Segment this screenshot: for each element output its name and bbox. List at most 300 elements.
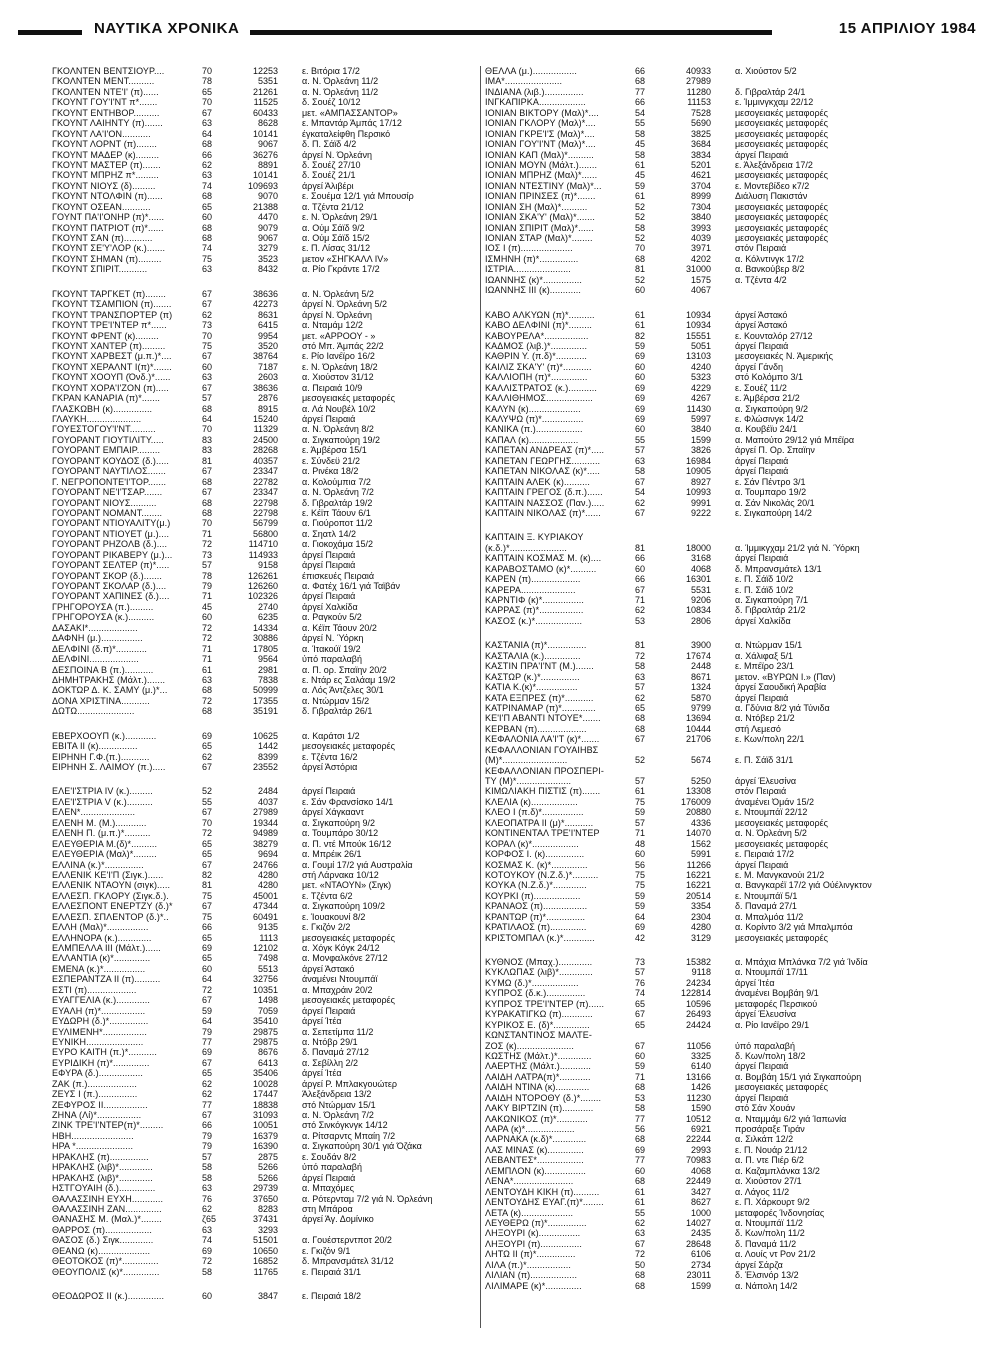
build-year: 52 (202, 786, 213, 797)
ship-row (485, 435, 955, 445)
position: α. Ν. Όρλεάνη 7/2 (302, 1110, 374, 1120)
position: άργεί Πειραιά (735, 455, 789, 466)
position: άργεί Πειραιά (302, 786, 356, 797)
position: α. Ίμμικγχαμ 21/2 γιά Ν. Ύόρκη (735, 542, 860, 553)
position: α. Σιλκάπ 12/2 (735, 1134, 794, 1145)
tonnage: 11266 (686, 859, 711, 870)
ship-name: ΚΟΝΤΙΝΕΝΤΑΛ ΤΡΕ'Ι'ΝΤΕΡ (485, 828, 600, 839)
position: ε. Άμβέρσα 15/1 (302, 445, 367, 456)
ship-row (52, 571, 522, 581)
position: α. Π. ορ. Σπαϊην 20/2 (302, 664, 387, 675)
ship-row (52, 331, 522, 341)
ship-name: ΚΑΤΑ ΕΞΠΡΕΣ (π)*........... (485, 692, 594, 703)
ship-row (52, 1016, 522, 1026)
position: Άλεξάνδρεια 13/2 (302, 1089, 372, 1100)
ship-name: ΚΕ'Ι'Π ΑΒΑΝΤΙ ΝΤΟΥΕ*....... (485, 713, 601, 724)
ship-row (52, 404, 522, 414)
ship-row (485, 605, 955, 615)
position: α. Ν. Όρλεάνη 11/2 (302, 86, 379, 97)
position: ε. Ρίο Ιανέϊρο 16/2 (302, 351, 375, 362)
ship-row (52, 1100, 522, 1110)
ship-name: ΘΑΛΑΣΣΙΝΗ ΕΥΧΗ............ (52, 1193, 164, 1204)
ship-list-block (485, 640, 955, 943)
tonnage: 9067 (257, 139, 278, 150)
tonnage: 3427 (690, 1186, 711, 1197)
ship-row (485, 661, 955, 671)
ship-row (485, 404, 955, 414)
ship-name: ΙΣΜΗΝΗ (π)*............... (485, 253, 579, 264)
position: μετ. «ΑΜΠΑΣΣΑΝΤΟΡ» (302, 107, 398, 118)
build-year: 70 (202, 66, 213, 76)
ship-row (485, 1134, 955, 1144)
tonnage: 9222 (690, 507, 711, 518)
ship-row (52, 995, 522, 1005)
build-year: 57 (635, 817, 646, 828)
build-year: 54 (635, 107, 646, 118)
ship-name: ΚΑΣΤΑΝΙΑ (π)*............... (485, 640, 587, 651)
ship-row (52, 891, 522, 901)
ship-row (485, 1239, 955, 1249)
tonnage: 10141 (252, 170, 278, 181)
ship-name: ΕΛΛΗΝΟΡΑ (κ.)............. (52, 932, 152, 943)
build-year: 57 (202, 1151, 213, 1162)
ship-name: ΕΛΛΑΝΤΙΑ (κ)*.............. (52, 953, 151, 964)
ship-row (52, 139, 522, 149)
ship-row (485, 1124, 955, 1134)
position: στό Σινκόγκνγκ 14/12 (302, 1120, 388, 1131)
position: α. Ρίο Γκράντε 17/2 (302, 264, 380, 275)
tonnage: 4470 (257, 212, 278, 223)
ship-name: ΙΟΝΙΑΝ ΓΚΛΟΡΥ (Μαλ)*.... (485, 118, 596, 129)
build-year: 62 (635, 605, 646, 616)
tonnage: 10650 (252, 1245, 278, 1256)
tonnage: 2740 (257, 601, 278, 612)
position: α. Μονφαλκόνε 27/12 (302, 953, 388, 964)
ship-row (52, 849, 522, 859)
ship-row (485, 797, 955, 807)
build-year: 68 (202, 191, 213, 202)
build-year: 62 (635, 692, 646, 703)
build-year: 68 (202, 706, 213, 717)
build-year: 69 (635, 414, 646, 424)
position: α. Σιγκαπούρη 7/1 (735, 595, 809, 605)
position: α. Μπαλμόα 11/2 (735, 911, 804, 922)
position: ε. Π. Σάϊδ 31/1 (735, 755, 794, 766)
ship-name: ΚΥΜΩ (δ.)*.................. (485, 977, 579, 988)
tonnage: 9954 (257, 330, 278, 341)
ship-name: ΕΛΛΕΣΠ. ΣΠΛΕΝΤΟΡ (δ.)*.. (52, 911, 169, 922)
ship-name: ΚΥΘΝΟΣ (Μπαχ.)............. (485, 957, 593, 967)
build-year: 55 (635, 1207, 646, 1218)
build-year: 73 (635, 957, 646, 967)
build-year: 72 (202, 539, 213, 550)
tonnage: 2806 (690, 615, 711, 626)
tonnage: 6140 (690, 1061, 711, 1072)
tonnage: 6235 (257, 612, 278, 623)
position: ε. Σουδάν 8/2 (302, 1151, 357, 1162)
ship-name: ΙΜΑ*...................... (485, 76, 563, 87)
tonnage: 24234 (685, 977, 711, 988)
ship-name: ΓΚΟΥΝΤ ΛΟΡΝΤ (π)........ (52, 139, 158, 150)
position: α. Ν. Όρλεάνη 11/2 (302, 76, 379, 87)
position: δ. Έλσινόρ 13/2 (735, 1270, 799, 1281)
build-year: 61 (635, 320, 646, 331)
build-year: 66 (635, 97, 646, 108)
ship-row (485, 870, 955, 880)
build-year: 57 (635, 445, 646, 456)
ship-name: ΚΥΠΡΟΣ ΤΡΕ'Ι'ΝΤΕΡ (π)...... (485, 998, 605, 1009)
ship-row (52, 108, 522, 118)
tonnage: 2484 (257, 786, 278, 797)
build-year: 63 (202, 674, 213, 685)
tonnage: 2603 (257, 372, 278, 383)
ship-name: ΕΛΛΕΝΙΚ ΝΤΑΟΥΝ (σιγκ)..... (52, 880, 171, 891)
tonnage: 8915 (257, 403, 278, 414)
ship-name: ΖΟΣ (κ)...................... (485, 1040, 574, 1051)
ship-row (485, 978, 955, 988)
tonnage: 16852 (252, 1256, 278, 1267)
ship-name: ΚΑΣΤΑΛΙΑ (κ.).............. (485, 650, 581, 661)
ship-row (485, 967, 955, 977)
ship-name: ΕΜΕΝΑ (κ.)*................ (52, 963, 146, 974)
ship-row (52, 456, 522, 466)
ship-row (485, 191, 955, 201)
tonnage: 24500 (252, 434, 278, 445)
ship-name: ΓΚΟΥΝΤ ΣΕ'Υ'ΛΟΡ (κ.)....... (52, 243, 166, 254)
tonnage: 1498 (257, 995, 278, 1006)
tonnage: 6921 (690, 1124, 711, 1134)
position: α. Ν. Όρλεάνη 7/2 (302, 487, 374, 498)
position: άργεί Πειραιά (735, 149, 789, 160)
tonnage: 22798 (252, 497, 278, 508)
ship-row (52, 752, 522, 762)
position: α. Ν. Όρλεάνη 8/2 (302, 424, 374, 435)
position: άργεί Πειραιά (735, 692, 789, 703)
build-year: 74 (202, 1235, 213, 1246)
tonnage: 11765 (253, 1266, 278, 1277)
build-year: 60 (635, 849, 646, 860)
position: α. Λός Άντζελες 30/1 (302, 685, 384, 696)
tonnage: 35406 (252, 1068, 278, 1079)
position: α. Μπαχράιν 20/2 (302, 984, 373, 995)
ship-name: ΗΡΑΚΛΗΣ (π)............... (52, 1151, 149, 1162)
tonnage: 15240 (252, 414, 278, 424)
build-year: 56 (635, 859, 646, 870)
ship-name: ΚΑΡΝΤΙΦ (κ)*................ (485, 595, 584, 605)
position: άργεί Έλευσίνα (735, 1009, 797, 1020)
tonnage: 30886 (252, 633, 278, 644)
ship-name: ΓΚΟΥΝΤ ΧΟΟΥΠ (Όνδ.)*...... (52, 372, 171, 383)
ship-row (485, 532, 955, 542)
ship-name: ΚΑΝΙΚΑ (π.).................. (485, 424, 583, 435)
ship-row (485, 466, 955, 476)
ship-row (52, 880, 522, 890)
tonnage: 16390 (252, 1141, 278, 1152)
position: στό Ντώρμαν 15/1 (302, 1099, 376, 1110)
position: α. Σάν Νικολάς 20/1 (735, 497, 815, 508)
position: δ. Σουέζ 27/10 (302, 159, 361, 170)
tonnage: 3279 (257, 243, 278, 254)
build-year: 68 (202, 139, 213, 150)
build-year: 62 (202, 1078, 213, 1089)
ship-name: ΕΛΕΝΗ Π. (μ.π.)*.......... (52, 828, 151, 839)
position: άργεί Π. Ορ. Σπαϊην (735, 445, 815, 456)
tonnage: 4037 (257, 796, 278, 807)
ship-name: ΚΑΤΡΙΝΑΜΑΡ (π)*............. (485, 702, 596, 713)
build-year: 71 (635, 1071, 646, 1082)
position: α. Γουέστερντποτ 20/2 (302, 1235, 392, 1246)
position: α. Π. ντέ Μπούκ 16/12 (302, 838, 392, 849)
ship-row (52, 1152, 522, 1162)
ship-row (52, 797, 522, 807)
build-year: 61 (635, 309, 646, 320)
ship-row (485, 1281, 955, 1291)
ship-name: ΗΒΗ........................ (52, 1130, 134, 1141)
ship-row (485, 585, 955, 595)
page-header (18, 18, 982, 44)
tonnage: 13308 (685, 786, 711, 797)
ship-name: ΚΟΥΡΚΙ (π).................. (485, 890, 581, 901)
build-year: 65 (635, 998, 646, 1009)
build-year: 70 (202, 97, 213, 108)
tonnage: 4621 (690, 170, 711, 181)
build-year: 61 (635, 1186, 646, 1197)
build-year: 68 (635, 1270, 646, 1281)
ship-row (52, 786, 522, 796)
build-year: 66 (635, 66, 646, 76)
tonnage: 19344 (252, 817, 278, 828)
ship-row (485, 508, 955, 518)
ship-name: ΕΛΕΥΘΕΡΙΑ Μ.(δ)*.......... (52, 838, 158, 849)
position: άργεί Χαλκίδα (735, 615, 791, 626)
ship-name: ΗΣΤΓΟΥΑΙΗ (δ.).............. (52, 1183, 156, 1194)
tonnage: 12253 (252, 66, 278, 76)
build-year: 58 (202, 1266, 213, 1277)
position: α. Βανκούβερ 8/2 (735, 264, 805, 275)
tonnage: 9118 (691, 967, 711, 978)
ship-name: ΛΕΝΤΟΥΔΗΣ ΕΥΑΓ.(π)*........ (485, 1197, 604, 1208)
tonnage: 16301 (685, 574, 711, 585)
ship-row (485, 424, 955, 434)
ship-row (52, 320, 522, 330)
ship-row (485, 108, 955, 118)
position: δ. Γιβραλτάρ 21/2 (735, 605, 806, 616)
build-year: 65 (202, 1068, 213, 1079)
ship-name: ΙΟΝΙΑΝ ΜΠΡΗΖ (Μαλ)*...... (485, 170, 598, 181)
ship-row (52, 1162, 522, 1172)
position: α. Γιοκοχάμα 15/2 (302, 539, 374, 550)
tonnage: 29875 (252, 1036, 278, 1047)
ship-row (485, 1145, 955, 1155)
tonnage: 40933 (685, 66, 711, 76)
position: μετον «ΣΗΓΚΑΛΛ IV» (302, 253, 389, 264)
ship-name: ΖΕΥΣ Ι (π.)............... (52, 1089, 138, 1100)
tonnage: 4280 (690, 922, 711, 933)
build-year: 65 (202, 838, 213, 849)
ship-row (52, 1246, 522, 1256)
position: μεσογειακές μεταφορές (302, 393, 395, 404)
tonnage: 56800 (252, 528, 278, 539)
ship-name: ΚΑΔΜΟΣ (λιβ.)*.............. (485, 340, 588, 351)
ship-row (52, 912, 522, 922)
position: ε. Σάν Φρανσίσκο 14/1 (302, 796, 394, 807)
tonnage: 18838 (252, 1099, 278, 1110)
tonnage: 9991 (690, 497, 711, 508)
build-year: 60 (635, 285, 646, 296)
ship-row (485, 1228, 955, 1238)
ship-name: ΛΑΙΔΗ ΝΤΙΝΑ (κ)............. (485, 1082, 590, 1093)
position: α. Σιγκαπούρη 9/2 (735, 403, 809, 414)
tonnage: 8283 (257, 1203, 278, 1214)
tonnage: 176009 (680, 796, 711, 807)
header-rule-middle (250, 30, 772, 35)
build-year: 53 (635, 615, 646, 626)
position: ε. Μοντεβίδεο κ7/2 (735, 180, 810, 191)
ship-row (52, 170, 522, 180)
ship-row (52, 76, 522, 86)
ship-name: ΙΝΓΚΑΠΙΡΚΑ.................. (485, 97, 586, 108)
position: άργεί Σαουδική Άραβία (735, 682, 827, 693)
ship-name: ΓΟΥΟΡΑΝΤ ΣΕΛΤΕΡ (π)*..... (52, 560, 170, 571)
build-year: 76 (202, 1193, 213, 1204)
build-year: 73 (202, 320, 213, 331)
tonnage: 1113 (259, 932, 278, 943)
build-year: 59 (635, 890, 646, 901)
build-year: 67 (202, 487, 213, 498)
build-year: 70 (202, 424, 213, 435)
build-year: 68 (202, 476, 213, 487)
position: άργεί Σάρζα (735, 1259, 783, 1270)
tonnage: 5531 (690, 584, 711, 595)
issue-date: 15 ΑΠΡΙΛΙΟΥ 1984 (833, 20, 982, 37)
position: ε. Άλεξάνδρεια 17/2 (735, 159, 813, 170)
position: μεσογειακές μεταφορές (302, 932, 395, 943)
position: α. Χιούστον 31/12 (302, 372, 374, 383)
position: ε. Τζέντα 16/2 (302, 751, 358, 762)
ship-row (485, 372, 955, 382)
ship-name: ΚΑΛΥΝ (κ).................... (485, 403, 581, 414)
position: στόν Πειραιά (735, 786, 787, 797)
tonnage: 3900 (690, 640, 711, 651)
position: ε. Σουέζ 11/2 (735, 382, 787, 393)
ship-row (485, 1030, 955, 1040)
build-year: 77 (635, 1155, 646, 1166)
position: άργεί Άστακό (735, 320, 788, 331)
tonnage: 3825 (690, 128, 711, 139)
tonnage: 10625 (252, 730, 278, 741)
position: α. Σιγκαπούρη 19/2 (302, 434, 381, 445)
tonnage: 10351 (252, 984, 278, 995)
build-year: 75 (635, 869, 646, 880)
build-year: 82 (202, 869, 213, 880)
ship-row (52, 696, 522, 706)
build-year: 59 (202, 1005, 213, 1016)
ship-name: ΚΕΦΑΛΛΟΝΙΑΝ ΠΡΟΣΠΕΡΙ- (485, 765, 604, 776)
ship-name: ΕΒΙΤΑ ΙΙ (κ)............... (52, 741, 138, 752)
ship-name: ΕΥΛΙΜΕΝΗ*................. (52, 1026, 147, 1037)
build-year: 66 (635, 553, 646, 564)
ship-name: ΚΑΒΟ ΑΛΚΥΩΝ (π)*.......... (485, 309, 595, 320)
ship-row (52, 414, 522, 424)
build-year: 68 (202, 685, 213, 696)
ship-row (52, 550, 522, 560)
tonnage: 24766 (252, 859, 278, 870)
build-year: 81 (202, 880, 213, 891)
ship-row (52, 1047, 522, 1057)
ship-name: ΓΚΟΥΝΤ ΧΑΡΒΕΣΤ (μ.π.)*.... (52, 351, 172, 362)
tonnage: 42273 (252, 299, 278, 310)
position: άργεί Πειραιά (735, 859, 789, 870)
ship-name: ΛΗΞΟΥΡΙ (π)................ (485, 1238, 582, 1249)
build-year: 74 (202, 180, 213, 191)
ship-name: ΚΑΛΥΨΩ (π)*................ (485, 414, 584, 424)
ship-row (52, 1256, 522, 1266)
tonnage: 1599 (690, 434, 711, 445)
position: α. Κουβέϊυ 24/1 (735, 424, 798, 435)
build-year: 77 (202, 1099, 213, 1110)
ship-row (52, 87, 522, 97)
position: α. Λάγος 11/2 (735, 1186, 790, 1197)
build-year: 67 (202, 288, 213, 299)
ship-name: ΚΑΣΤΙΝ ΠΡΑ'Ι'ΝΤ (Μ.)....... (485, 661, 594, 672)
tonnage: 5991 (690, 849, 711, 860)
tonnage: 13694 (685, 713, 711, 724)
ship-name: ΓΟΥΟΡΑΝΤ ΡΙΚΑΒΕΡΥ (μ.)... (52, 549, 173, 560)
ship-row (52, 118, 522, 128)
position: δ. Παναμά 11/2 (735, 1238, 797, 1249)
build-year: 77 (202, 1036, 213, 1047)
tonnage: 17674 (685, 650, 711, 661)
ship-row (485, 202, 955, 212)
build-year: 52 (635, 201, 646, 212)
ship-row (485, 456, 955, 466)
build-year: 69 (202, 943, 213, 953)
tonnage: 3523 (257, 253, 278, 264)
ship-name: ΚΑΠΤΑΙΝ ΚΟΣΜΑΣ Μ. (κ).... (485, 553, 602, 564)
ship-row (52, 445, 522, 455)
tonnage: 8999 (690, 191, 711, 202)
build-year: 61 (635, 786, 646, 797)
ship-row (52, 150, 522, 160)
position: δ. Σουέζ 21/1 (302, 170, 356, 181)
tonnage: 4202 (690, 253, 711, 264)
ship-row (485, 181, 955, 191)
ship-name: ΓΛΑΣΚΩΒΗ (κ)............... (52, 403, 153, 414)
ship-row (52, 560, 522, 570)
ship-name: ΓΚΟΥΝΤ ΜΑΣΤΕΡ (π)....... (52, 159, 161, 170)
tonnage: 22798 (252, 507, 278, 518)
ship-name: ΓΚΟΛΝΤΕΝ ΒΕΝΤΣΙΟΥΡ.... (52, 66, 165, 76)
build-year: 62 (202, 1089, 213, 1100)
position: μεσογειακές μεταφορές (735, 170, 828, 181)
tonnage: 2734 (690, 1259, 711, 1270)
ship-row (485, 97, 955, 107)
tonnage: 8927 (690, 476, 711, 487)
build-year: 68 (202, 222, 213, 233)
build-year: 81 (635, 640, 646, 651)
ship-row (52, 351, 522, 361)
ship-row (485, 1249, 955, 1259)
position: α. Φατέχ 16/1 γιά Ταϊβάν (302, 581, 401, 591)
build-year: 60 (635, 372, 646, 383)
build-year: 72 (635, 650, 646, 661)
build-year: 57 (635, 967, 646, 978)
ship-name: ΕΥΑΛΗ (π)*................. (52, 1005, 146, 1016)
ship-row (52, 508, 522, 518)
build-year: 63 (202, 372, 213, 383)
ship-name: ΚΑΠΤΑΙΝ Ξ. ΚΥΡΙΑΚΟΥ (485, 532, 584, 543)
position: α. Τζέντα 4/2 (735, 274, 787, 285)
